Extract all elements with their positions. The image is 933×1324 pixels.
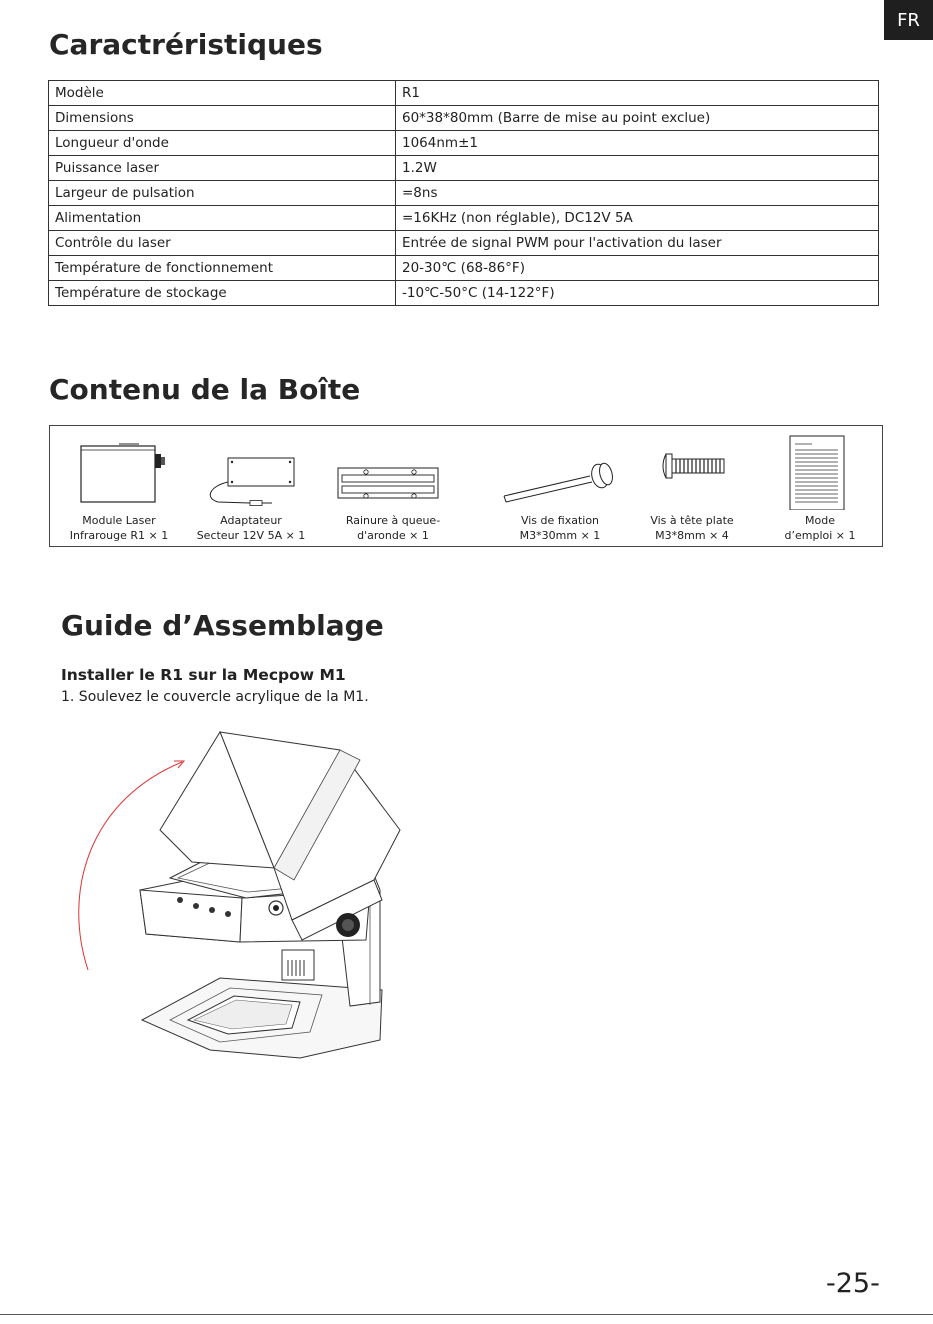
box-item-label-1: Module Laser xyxy=(82,514,156,527)
spec-value: =16KHz (non réglable), DC12V 5A xyxy=(396,206,879,231)
box-item-label-1: Vis à tête plate xyxy=(650,514,734,527)
spec-label: Largeur de pulsation xyxy=(49,181,396,206)
specs-row xyxy=(49,131,879,156)
spec-label: Contrôle du laser xyxy=(49,231,396,256)
specs-row xyxy=(49,281,879,306)
specs-row xyxy=(49,206,879,231)
spec-label: Puissance laser xyxy=(49,156,396,181)
box-item-label-1: Vis de fixation xyxy=(520,514,600,527)
footer-rule xyxy=(0,1314,933,1315)
spec-value: 60*38*80mm (Barre de mise au point exclue) xyxy=(396,106,879,131)
box-item-label-2: Secteur 12V 5A × 1 xyxy=(196,529,306,542)
assembly-guide-title: Guide d’Assemblage xyxy=(61,609,384,642)
power-adapter-icon xyxy=(190,426,312,510)
assembly-subtitle: Installer le R1 sur la Mecpow M1 xyxy=(61,666,346,684)
specs-row xyxy=(49,81,879,106)
specs-row xyxy=(49,181,879,206)
box-contents-panel xyxy=(49,425,883,547)
assembly-step-1: 1. Soulevez le couvercle acrylique de la M1. xyxy=(61,689,369,705)
language-tab: FR xyxy=(884,0,933,40)
specs-table xyxy=(48,80,879,306)
spec-value: -10℃-50°C (14-122°F) xyxy=(396,281,879,306)
specs-row xyxy=(49,231,879,256)
specs-row xyxy=(49,156,879,181)
dovetail-rail-icon xyxy=(328,426,458,510)
laser-module-icon xyxy=(64,426,174,510)
spec-value: Entrée de signal PWM pour l'activation du laser xyxy=(396,231,879,256)
spec-value: =8ns xyxy=(396,181,879,206)
spec-value: 20-30℃ (68-86°F) xyxy=(396,256,879,281)
box-item-label-2: M3*30mm × 1 xyxy=(519,529,601,542)
spec-value: 1064nm±1 xyxy=(396,131,879,156)
spec-value: R1 xyxy=(396,81,879,106)
specs-row xyxy=(49,106,879,131)
box-item-label-2: d'aronde × 1 xyxy=(357,529,429,542)
box-item-label-1: Mode xyxy=(805,514,835,527)
page-number: -25- xyxy=(826,1268,880,1299)
spec-value: 1.2W xyxy=(396,156,879,181)
specs-title: Caractréristiques xyxy=(49,28,323,61)
spec-label: Longueur d'onde xyxy=(49,131,396,156)
box-contents-title: Contenu de la Boîte xyxy=(49,373,361,406)
engraver-lid-illustration xyxy=(70,720,410,1065)
box-item-label-2: M3*8mm × 4 xyxy=(655,529,729,542)
spec-label: Alimentation xyxy=(49,206,396,231)
box-item-label-1: Rainure à queue- xyxy=(345,514,441,527)
spec-label: Dimensions xyxy=(49,106,396,131)
manual-document-icon xyxy=(770,426,870,510)
box-item-label-1: Adaptateur xyxy=(220,514,282,527)
spec-label: Température de fonctionnement xyxy=(49,256,396,281)
spec-label: Modèle xyxy=(49,81,396,106)
box-item-dovetail xyxy=(328,426,458,546)
specs-row xyxy=(49,256,879,281)
long-screw-icon xyxy=(490,426,630,510)
box-item-manual xyxy=(770,426,870,546)
flat-head-screw-icon xyxy=(642,426,742,510)
box-item-flat-screws xyxy=(642,426,742,546)
spec-label: Température de stockage xyxy=(49,281,396,306)
box-item-fixing-screw xyxy=(490,426,630,546)
box-item-label-2: Infrarouge R1 × 1 xyxy=(69,529,169,542)
box-item-laser-module xyxy=(64,426,174,546)
box-item-adapter xyxy=(190,426,312,546)
box-item-label-2: d’emploi × 1 xyxy=(784,529,856,542)
